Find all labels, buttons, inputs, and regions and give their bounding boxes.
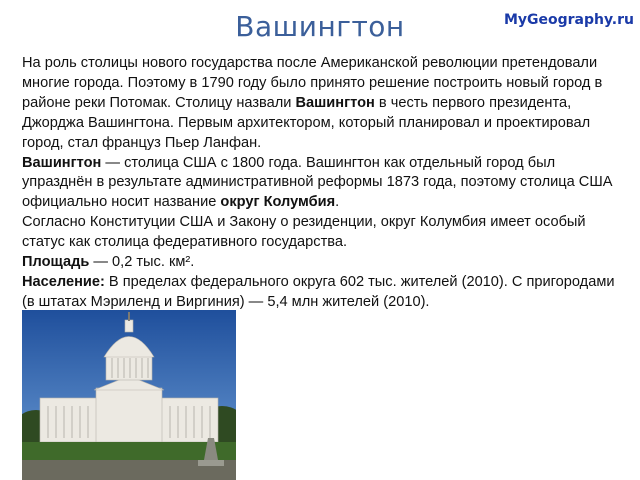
dome-drum — [106, 356, 152, 380]
paragraph-history — [22, 54, 622, 154]
population-label: Население: — [22, 273, 105, 290]
text-segment: в честь первого президента, Джорджа Вашингтона. Первым архитектором, который планировал и проектировал город, стал француз Пьер Ланфан. — [22, 94, 591, 151]
article-text — [22, 54, 622, 313]
text-segment: — столица США с 1800 года. Вашингтон как отдельный город был упразднён в результате административной реформы 1873 года, поэтому столица США официально носит название — [22, 154, 613, 211]
population-line — [22, 273, 622, 313]
capitol-photo — [22, 310, 236, 480]
site-watermark: MyGeography.ru — [503, 12, 634, 28]
area-label: Площадь — [22, 254, 90, 271]
capitol-illustration — [22, 310, 236, 480]
bold-term: Вашингтон — [295, 94, 375, 111]
population-value: В пределах федерального округа 602 тыс. жителей (2010). С пригородами (в штатах Мэриленд и Виргиния) — 5,4 млн жителей (2010). — [22, 273, 615, 310]
bold-term: Вашингтон — [22, 154, 102, 171]
text-segment: . — [335, 194, 340, 211]
paragraph-capital — [22, 154, 622, 214]
bold-term: округ Колумбия — [220, 194, 336, 211]
area-line — [22, 253, 622, 273]
text-segment: На роль столицы нового государства после Американской революции претендовали многие города. Поэтому в 1790 году было принято решение построить новый город в районе реки Потомак. Столицу назвали — [22, 55, 603, 111]
lantern — [125, 320, 133, 332]
paragraph-status: Согласно Конституции США и Закону о резиденции, округ Колумбия имеет особый статус как столица федеративного государства. — [22, 214, 586, 251]
page-title: Вашингтон — [235, 10, 405, 43]
statue — [128, 312, 130, 321]
monument-base — [198, 460, 224, 466]
area-value: — 0,2 тыс. км². — [89, 254, 195, 271]
central-portico — [96, 388, 162, 442]
